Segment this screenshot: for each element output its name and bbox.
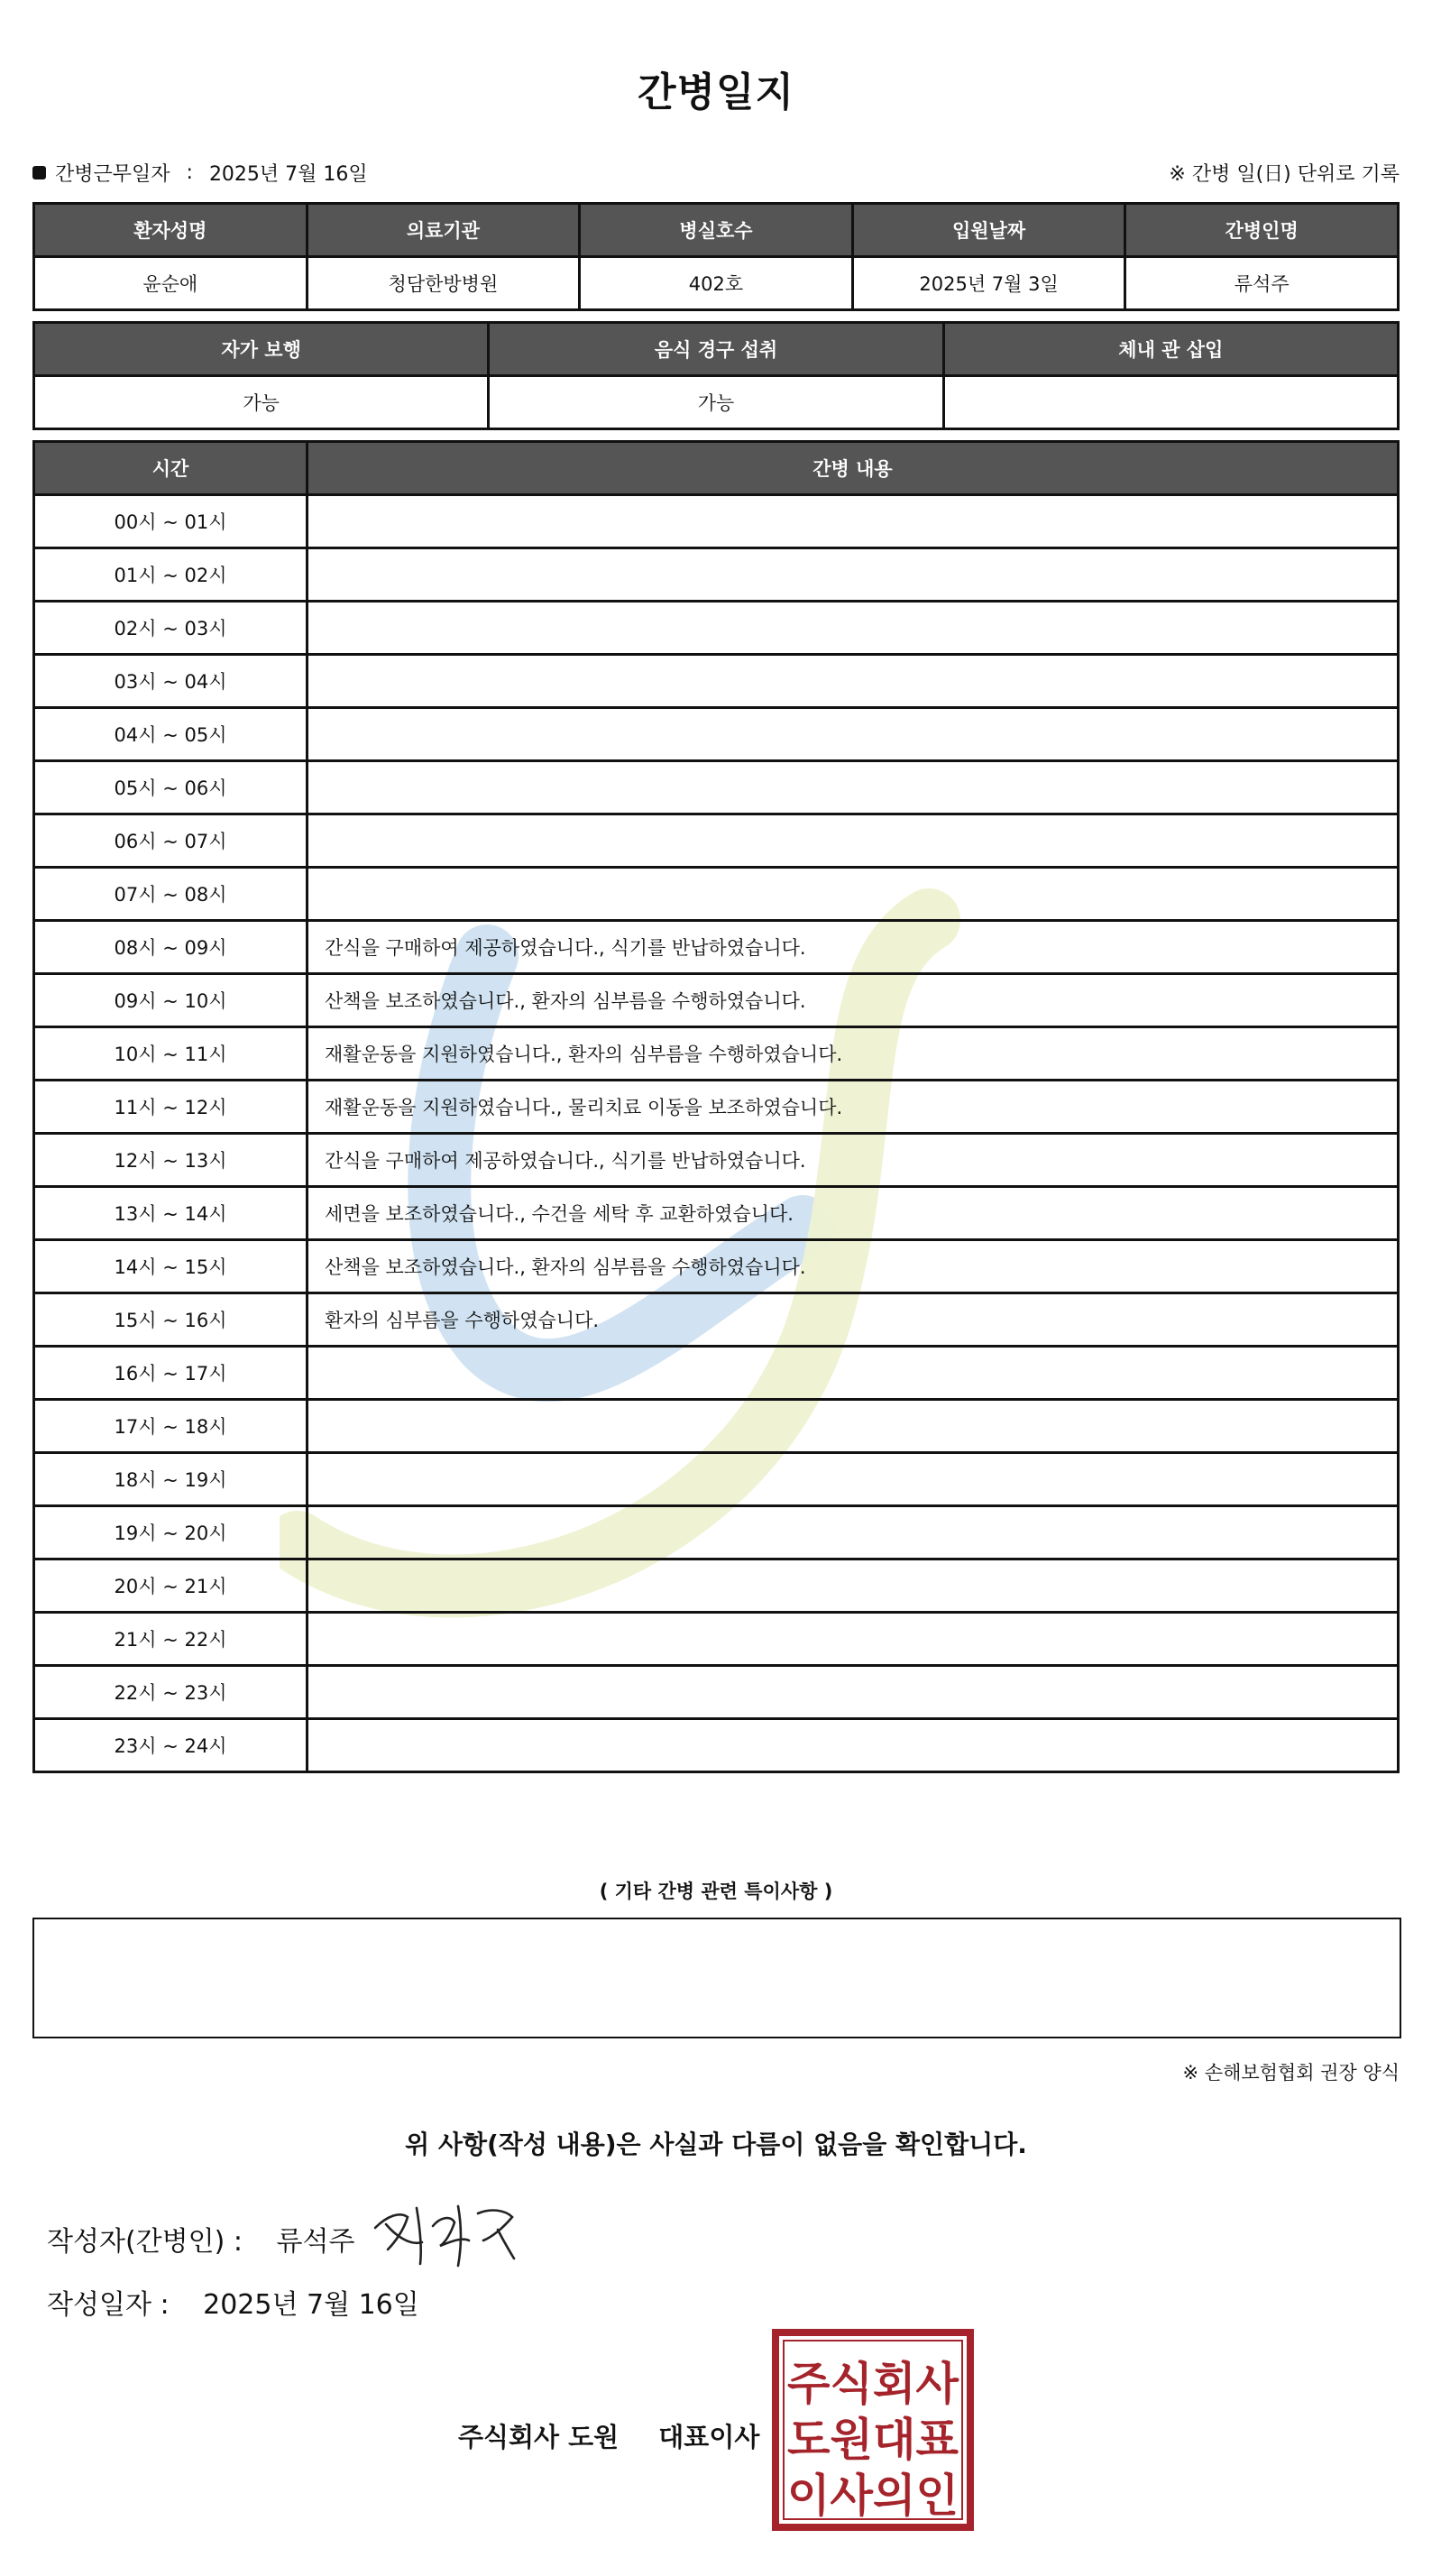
company-seal-stamp <box>772 2329 974 2531</box>
patient-info-value-row <box>34 257 1399 310</box>
care-log-time: 17시 ~ 18시 <box>34 1400 308 1453</box>
care-log-row <box>34 814 1399 868</box>
care-log-content: 산책을 보조하였습니다., 환자의 심부름을 수행하였습니다. <box>308 1240 1399 1293</box>
care-log-time: 00시 ~ 01시 <box>34 495 308 548</box>
care-log-row <box>34 974 1399 1027</box>
bullet-square-icon <box>32 166 46 179</box>
care-log-content <box>308 1400 1399 1453</box>
seal-text-line: 도원대표 <box>787 2414 959 2466</box>
care-log-content <box>308 1506 1399 1559</box>
work-date-label: 간병근무일자 <box>55 163 170 186</box>
care-log-row <box>34 1453 1399 1506</box>
care-log-header-row <box>34 442 1399 495</box>
company-signature-line <box>458 2417 759 2454</box>
care-log-content <box>308 655 1399 708</box>
care-log-content: 재활운동을 지원하였습니다., 환자의 심부름을 수행하였습니다. <box>308 1027 1399 1081</box>
confirmation-statement: 위 사항(작성 내용)은 사실과 다름이 없음을 확인합니다. <box>405 2130 1027 2159</box>
care-log-time: 08시 ~ 09시 <box>34 921 308 974</box>
header-hospital: 의료기관 <box>307 204 580 257</box>
care-log-time: 15시 ~ 16시 <box>34 1293 308 1347</box>
care-log-body <box>34 495 1399 1772</box>
care-log-row <box>34 655 1399 708</box>
care-log-table <box>32 440 1400 1773</box>
patient-status-value-row <box>34 376 1399 429</box>
care-log-content <box>308 602 1399 655</box>
care-log-row <box>34 548 1399 602</box>
care-log-row <box>34 1666 1399 1719</box>
care-log-content <box>308 761 1399 814</box>
header-admission-date: 입원날짜 <box>852 204 1125 257</box>
care-log-row <box>34 868 1399 921</box>
insurance-form-note: ※ 손해보험협회 권장 양식 <box>1182 2062 1400 2084</box>
writer-name: 류석주 <box>276 2226 355 2258</box>
care-log-time: 06시 ~ 07시 <box>34 814 308 868</box>
header-care-content: 간병 내용 <box>308 442 1399 495</box>
work-date-colon: : <box>186 161 193 184</box>
care-log-time: 10시 ~ 11시 <box>34 1027 308 1081</box>
record-unit-note: ※ 간병 일(日) 단위로 기록 <box>1169 163 1400 186</box>
header-patient-name: 환자성명 <box>34 204 308 257</box>
seal-text-line: 이사의인 <box>787 2470 959 2522</box>
admission-date: 2025년 7월 3일 <box>852 257 1125 310</box>
care-log-time: 03시 ~ 04시 <box>34 655 308 708</box>
patient-status-table <box>32 321 1400 430</box>
special-notes-title: ( 기타 간병 관련 특이사항 ) <box>599 1881 833 1902</box>
care-log-time: 14시 ~ 15시 <box>34 1240 308 1293</box>
care-log-time: 22시 ~ 23시 <box>34 1666 308 1719</box>
header-self-walking: 자가 보행 <box>34 323 489 376</box>
room-number: 402호 <box>580 257 853 310</box>
care-log-time: 21시 ~ 22시 <box>34 1613 308 1666</box>
care-log-content <box>308 495 1399 548</box>
care-log-content: 간식을 구매하여 제공하였습니다., 식기를 반납하였습니다. <box>308 921 1399 974</box>
care-log-time: 05시 ~ 06시 <box>34 761 308 814</box>
care-log-content <box>308 708 1399 761</box>
care-log-row <box>34 1719 1399 1772</box>
tube-insertion-value <box>943 376 1398 429</box>
care-log-row <box>34 1293 1399 1347</box>
care-log-time: 12시 ~ 13시 <box>34 1134 308 1187</box>
care-log-row <box>34 1081 1399 1134</box>
oral-intake-value: 가능 <box>489 376 943 429</box>
written-date-value: 2025년 7월 16일 <box>203 2289 419 2321</box>
care-log-time: 19시 ~ 20시 <box>34 1506 308 1559</box>
care-log-row <box>34 1400 1399 1453</box>
handwritten-signature <box>368 2190 530 2271</box>
care-log-content: 환자의 심부름을 수행하였습니다. <box>308 1293 1399 1347</box>
patient-name: 윤순애 <box>34 257 308 310</box>
care-log-content <box>308 1719 1399 1772</box>
care-log-content: 간식을 구매하여 제공하였습니다., 식기를 반납하였습니다. <box>308 1134 1399 1187</box>
care-log-row <box>34 602 1399 655</box>
care-log-content: 세면을 보조하였습니다., 수건을 세탁 후 교환하였습니다. <box>308 1187 1399 1240</box>
care-log-content <box>308 1666 1399 1719</box>
care-log-content <box>308 1613 1399 1666</box>
writer-label: 작성자(간병인) : <box>47 2226 243 2258</box>
care-log-content: 재활운동을 지원하였습니다., 물리치료 이동을 보조하였습니다. <box>308 1081 1399 1134</box>
patient-info-table <box>32 202 1400 311</box>
care-log-row <box>34 1240 1399 1293</box>
care-log-row <box>34 495 1399 548</box>
caregiver-name: 류석주 <box>1125 257 1399 310</box>
hospital-name: 청담한방병원 <box>307 257 580 310</box>
care-log-row <box>34 708 1399 761</box>
care-log-row <box>34 1187 1399 1240</box>
care-log-time: 09시 ~ 10시 <box>34 974 308 1027</box>
care-log-time: 07시 ~ 08시 <box>34 868 308 921</box>
header-room: 병실호수 <box>580 204 853 257</box>
care-log-content: 산책을 보조하였습니다., 환자의 심부름을 수행하였습니다. <box>308 974 1399 1027</box>
care-log-row <box>34 1613 1399 1666</box>
care-log-time: 16시 ~ 17시 <box>34 1347 308 1400</box>
work-date-line <box>32 159 368 187</box>
care-log-time: 18시 ~ 19시 <box>34 1453 308 1506</box>
seal-text-line: 주식회사 <box>787 2358 959 2410</box>
header-oral-intake: 음식 경구 섭취 <box>489 323 943 376</box>
work-date-value: 2025년 7월 16일 <box>208 163 368 186</box>
care-log-content <box>308 868 1399 921</box>
written-date-line <box>47 2282 419 2322</box>
care-log-time: 23시 ~ 24시 <box>34 1719 308 1772</box>
care-log-row <box>34 1347 1399 1400</box>
care-log-row <box>34 1027 1399 1081</box>
writer-line <box>47 2219 354 2259</box>
care-log-time: 20시 ~ 21시 <box>34 1559 308 1613</box>
special-notes-box <box>32 1918 1401 2038</box>
care-log-time: 01시 ~ 02시 <box>34 548 308 602</box>
self-walking-value: 가능 <box>34 376 489 429</box>
page-title: 간병일지 <box>637 69 794 115</box>
care-log-time: 11시 ~ 12시 <box>34 1081 308 1134</box>
care-log-time: 04시 ~ 05시 <box>34 708 308 761</box>
care-log-row <box>34 921 1399 974</box>
care-log-content <box>308 1453 1399 1506</box>
company-name: 주식회사 도원 <box>458 2422 620 2452</box>
ceo-label: 대표이사 <box>658 2422 760 2452</box>
care-log-content <box>308 548 1399 602</box>
care-log-time: 02시 ~ 03시 <box>34 602 308 655</box>
care-log-content <box>308 814 1399 868</box>
header-caregiver-name: 간병인명 <box>1125 204 1399 257</box>
header-tube-insertion: 체내 관 삽입 <box>943 323 1398 376</box>
care-log-row <box>34 761 1399 814</box>
care-log-row <box>34 1134 1399 1187</box>
care-log-row <box>34 1559 1399 1613</box>
care-log-time: 13시 ~ 14시 <box>34 1187 308 1240</box>
patient-info-header-row <box>34 204 1399 257</box>
care-log-content <box>308 1347 1399 1400</box>
care-log-content <box>308 1559 1399 1613</box>
care-log-row <box>34 1506 1399 1559</box>
written-date-label: 작성일자 : <box>47 2289 170 2321</box>
patient-status-header-row <box>34 323 1399 376</box>
header-time: 시간 <box>34 442 308 495</box>
